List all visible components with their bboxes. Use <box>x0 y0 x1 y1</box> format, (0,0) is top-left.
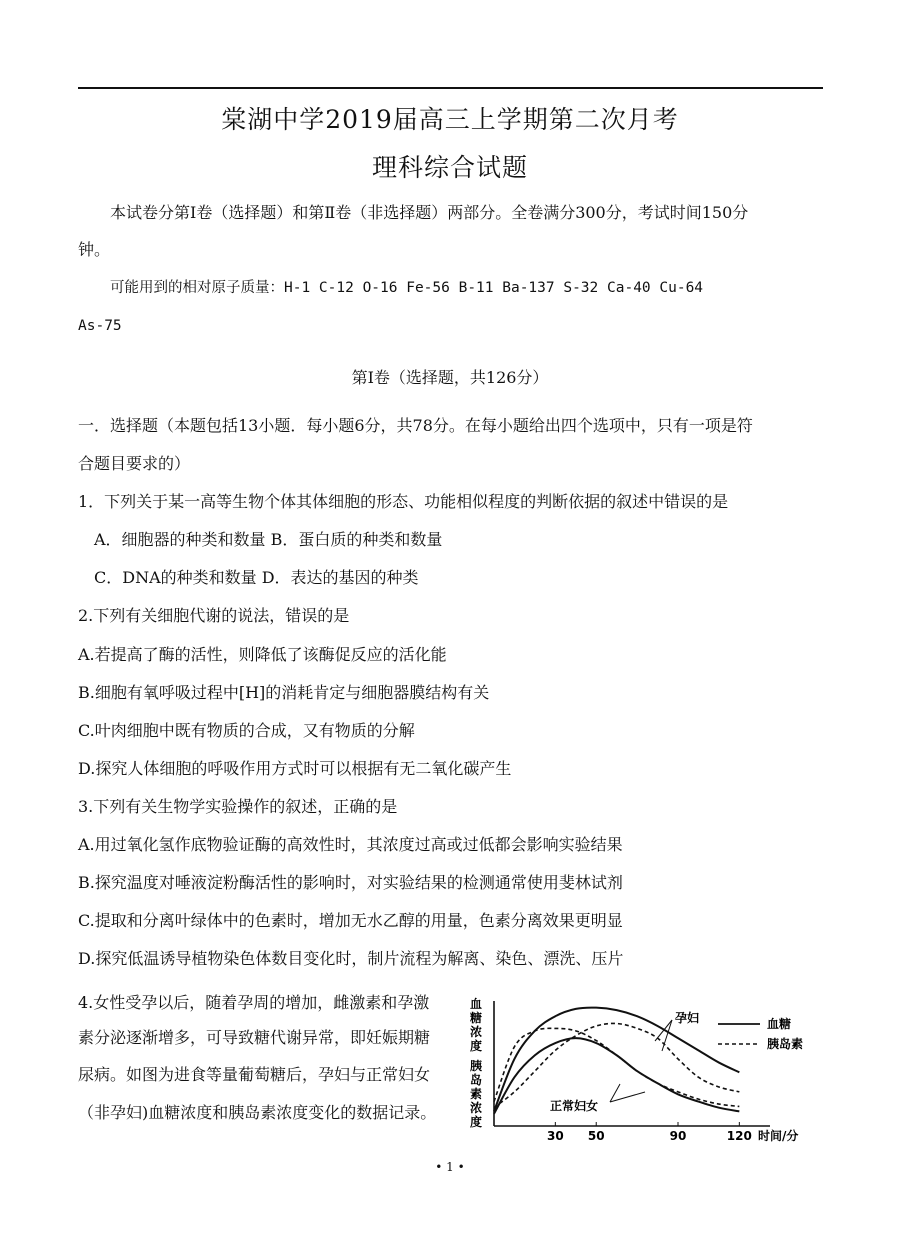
annotation-pregnant-arrow-2 <box>662 1020 672 1051</box>
intro-line-2: 钟。 <box>78 240 111 259</box>
series-line-2 <box>494 1038 739 1114</box>
q3-stem: 3.下列有关生物学实验操作的叙述，正确的是 <box>78 797 398 816</box>
q1-stem: 1．下列关于某一高等生物个体其体细胞的形态、功能相似程度的判断依据的叙述中错误的是 <box>78 492 729 511</box>
q2-option-b: B.细胞有氧呼吸过程中[H]的消耗肯定与细胞器膜结构有关 <box>78 683 490 702</box>
q1-options-1: A．细胞器的种类和数量 B．蛋白质的种类和数量 <box>94 530 443 549</box>
section-instruction-2: 合题目要求的） <box>78 454 191 473</box>
exam-subtitle: 理科综合试题 <box>371 153 528 182</box>
annotation-pregnant-label: 孕妇 <box>675 1011 700 1025</box>
x-tick-label: 120 <box>726 1129 752 1143</box>
q1-options-2: C．DNA的种类和数量 D．表达的基因的种类 <box>94 568 419 587</box>
legend-dashed-label: 胰岛素 <box>767 1037 804 1051</box>
section-instruction-1: 一．选择题（本题包括13小题．每小题6分，共78分。在每小题给出四个选项中，只有一项是符 <box>78 416 753 435</box>
x-tick-label: 50 <box>587 1129 605 1143</box>
x-axis-label: 时间/分 <box>758 1129 799 1143</box>
q2-option-a: A.若提高了酶的活性，则降低了该酶促反应的活化能 <box>78 645 447 664</box>
q2-stem: 2.下列有关细胞代谢的说法，错误的是 <box>78 606 350 625</box>
annotation-normal-label: 正常妇女 <box>550 1099 599 1113</box>
legend-solid-label: 血糖 <box>767 1017 792 1031</box>
x-tick-label: 90 <box>669 1129 687 1143</box>
top-rule <box>78 87 823 89</box>
q4-line-1: 4.女性受孕以后，随着孕周的增加，雌激素和孕激 <box>78 993 430 1012</box>
atomic-mass-line-2: As-75 <box>78 318 122 334</box>
q2-option-c: C.叶肉细胞中既有物质的合成，又有物质的分解 <box>78 721 415 740</box>
section-title: 第Ⅰ卷（选择题，共126分） <box>351 368 549 387</box>
x-ticks <box>547 1122 752 1143</box>
x-tick-label: 30 <box>546 1129 564 1143</box>
intro-line-1: 本试卷分第Ⅰ卷（选择题）和第Ⅱ卷（非选择题）两部分。全卷满分300分，考试时间150分 <box>110 203 749 222</box>
y-label-glucose: 血糖浓度 <box>470 997 483 1053</box>
q4-line-3: 尿病。如图为进食等量葡萄糖后，孕妇与正常妇女 <box>78 1065 431 1084</box>
exam-title: 棠湖中学2019届高三上学期第二次月考 <box>221 105 679 134</box>
q4-line-2: 素分泌逐渐增多，可导致糖代谢异常，即妊娠期糖 <box>78 1028 431 1047</box>
series-line-3 <box>494 1028 739 1106</box>
q2-option-d: D.探究人体细胞的呼吸作用方式时可以根据有无二氧化碳产生 <box>78 759 512 778</box>
atomic-mass-line-1: 可能用到的相对原子质量：H-1 C-12 O-16 Fe-56 B-11 Ba-137 S-32 Ca-40 Cu-64 <box>110 280 704 296</box>
q3-option-c: C.提取和分离叶绿体中的色素时，增加无水乙醇的用量，色素分离效果更明显 <box>78 911 623 930</box>
q3-option-a: A.用过氧化氢作底物验证酶的高效性时，其浓度过高或过低都会影响实验结果 <box>78 835 623 854</box>
annotation-normal <box>550 1084 645 1113</box>
annotation-pregnant <box>655 1010 699 1051</box>
annotation-pregnant-arrow-1 <box>655 1020 672 1041</box>
q4-line-4: （非孕妇)血糖浓度和胰岛素浓度变化的数据记录。 <box>78 1103 437 1122</box>
q3-option-d: D.探究低温诱导植物染色体数目变化时，制片流程为解离、染色、漂洗、压片 <box>78 949 624 968</box>
legend <box>718 1016 803 1051</box>
y-label-insulin: 胰岛素浓度 <box>470 1059 483 1129</box>
page-number: • 1 • <box>435 1160 465 1174</box>
y-axis-labels <box>470 996 483 1129</box>
glucose-insulin-chart <box>470 996 820 1146</box>
q3-option-b: B.探究温度对唾液淀粉酶活性的影响时，对实验结果的检测通常使用斐林试剂 <box>78 873 623 892</box>
